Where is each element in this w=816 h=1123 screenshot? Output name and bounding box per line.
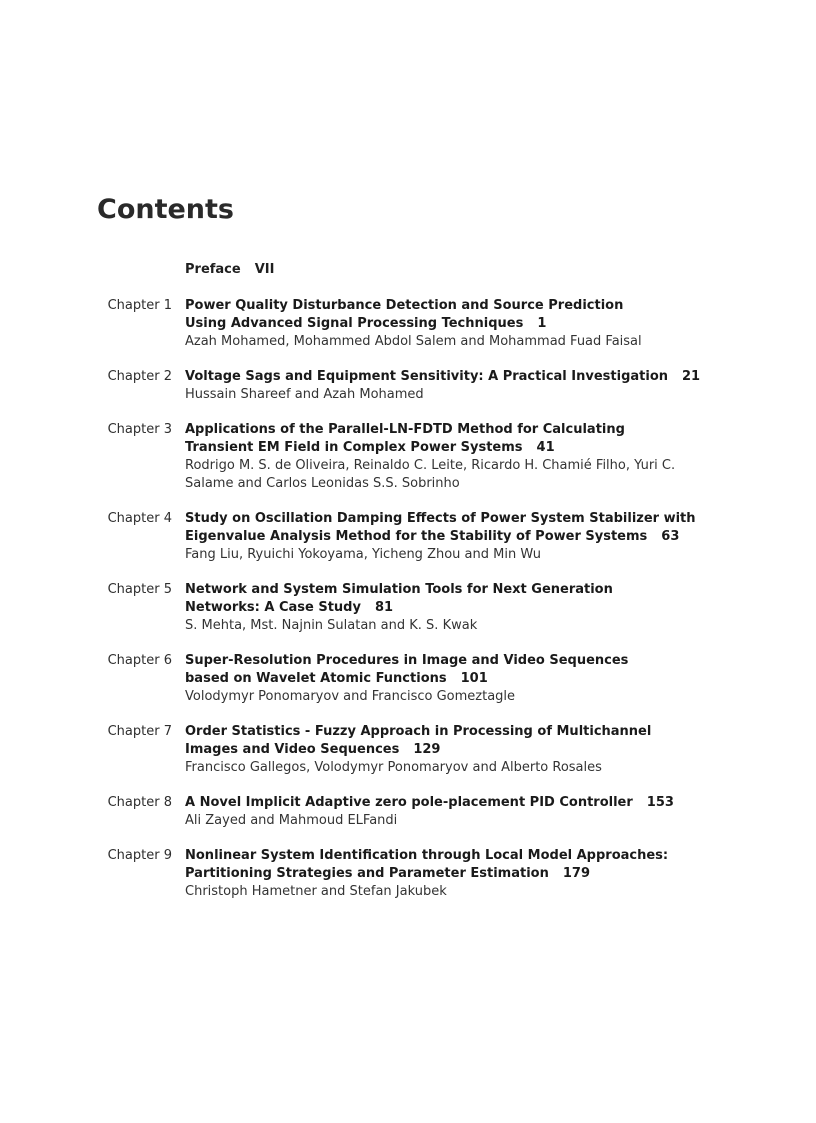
chapter-label: Chapter 7 xyxy=(107,724,172,739)
chapter-title-line xyxy=(185,794,745,812)
chapter-page-number: 81 xyxy=(374,600,394,615)
chapter-entry[interactable] xyxy=(0,794,816,830)
chapter-authors xyxy=(185,812,745,830)
chapter-title-text: Order Statistics - Fuzzy Approach in Processing of Multichannel xyxy=(185,724,652,739)
chapter-title-text: Using Advanced Signal Processing Techniques xyxy=(185,316,524,331)
chapter-title-text: Partitioning Strategies and Parameter Estimation xyxy=(185,866,549,881)
chapter-entry-body xyxy=(185,510,745,564)
chapter-title-line xyxy=(185,297,745,315)
chapter-authors xyxy=(185,883,745,901)
page-title: Contents xyxy=(97,194,235,225)
chapter-authors-line: Salame and Carlos Leonidas S.S. Sobrinho xyxy=(185,476,460,491)
chapter-entry-body xyxy=(185,847,745,901)
chapter-title-text: Study on Oscillation Damping Effects of Power System Stabilizer with xyxy=(185,511,696,526)
chapter-authors-line: Hussain Shareef and Azah Mohamed xyxy=(185,387,424,402)
chapter-title xyxy=(185,723,745,759)
chapter-title-text: Super-Resolution Procedures in Image and Video Sequences xyxy=(185,653,629,668)
chapter-title-line xyxy=(185,670,745,688)
chapter-title-line xyxy=(185,723,745,741)
chapter-title-text: Applications of the Parallel-LN-FDTD Method for Calculating xyxy=(185,422,625,437)
chapter-entry[interactable] xyxy=(0,297,816,351)
preface-label: Preface xyxy=(185,262,241,277)
chapter-page-number: 129 xyxy=(413,742,441,757)
chapter-title xyxy=(185,368,745,386)
chapter-entry-body xyxy=(185,723,745,777)
chapter-label: Chapter 2 xyxy=(107,369,172,384)
chapter-title-line xyxy=(185,421,745,439)
chapter-page-number: 21 xyxy=(682,369,701,384)
chapter-label: Chapter 1 xyxy=(107,298,172,313)
chapter-title xyxy=(185,421,745,457)
chapter-authors xyxy=(185,617,745,635)
chapter-authors xyxy=(185,333,745,351)
chapter-page-number: 63 xyxy=(661,529,680,544)
chapter-authors xyxy=(185,759,745,777)
chapter-title xyxy=(185,510,745,546)
preface-page-number: VII xyxy=(254,262,275,277)
chapter-title-text: Voltage Sags and Equipment Sensitivity: A Practical Investigation xyxy=(185,369,668,384)
chapter-entry-body xyxy=(185,297,745,351)
table-of-contents xyxy=(0,260,816,918)
chapter-title xyxy=(185,652,745,688)
chapter-entry[interactable] xyxy=(0,652,816,706)
chapter-authors-line: Rodrigo M. S. de Oliveira, Reinaldo C. Leite, Ricardo H. Chamié Filho, Yuri C. xyxy=(185,458,676,473)
chapter-authors-line: Fang Liu, Ryuichi Yokoyama, Yicheng Zhou and Min Wu xyxy=(185,547,541,562)
chapter-title xyxy=(185,794,745,812)
chapter-title-line xyxy=(185,741,745,759)
chapter-entry-body xyxy=(185,368,745,404)
chapter-authors xyxy=(185,688,745,706)
chapter-entry-body xyxy=(185,581,745,635)
chapter-title-text: Network and System Simulation Tools for Next Generation xyxy=(185,582,613,597)
chapter-entry[interactable] xyxy=(0,723,816,777)
chapter-title-text: Power Quality Disturbance Detection and Source Prediction xyxy=(185,298,624,313)
chapter-label: Chapter 4 xyxy=(107,511,172,526)
chapter-title-text: A Novel Implicit Adaptive zero pole-placement PID Controller xyxy=(185,795,633,810)
chapter-authors-line: S. Mehta, Mst. Najnin Sulatan and K. S. Kwak xyxy=(185,618,478,633)
chapter-authors-line: Azah Mohamed, Mohammed Abdol Salem and Mohammad Fuad Faisal xyxy=(185,334,642,349)
chapter-title-line xyxy=(185,439,745,457)
chapter-entry[interactable] xyxy=(0,510,816,564)
chapter-label: Chapter 5 xyxy=(107,582,172,597)
chapter-authors xyxy=(185,457,745,493)
chapter-authors-line: Ali Zayed and Mahmoud ELFandi xyxy=(185,813,398,828)
chapter-title-text: Images and Video Sequences xyxy=(185,742,400,757)
chapter-entry-body xyxy=(185,652,745,706)
chapter-title-line xyxy=(185,315,745,333)
chapter-label: Chapter 3 xyxy=(107,422,172,437)
chapter-list xyxy=(0,297,816,901)
chapter-label: Chapter 9 xyxy=(107,848,172,863)
chapter-label: Chapter 8 xyxy=(107,795,172,810)
chapter-title-text: Eigenvalue Analysis Method for the Stability of Power Systems xyxy=(185,529,648,544)
chapter-entry[interactable] xyxy=(0,368,816,404)
chapter-title-text: Nonlinear System Identification through Local Model Approaches: xyxy=(185,848,669,863)
chapter-page-number: 179 xyxy=(562,866,590,881)
chapter-page-number: 153 xyxy=(646,795,674,810)
chapter-entry-body xyxy=(185,421,745,493)
chapter-title-text: Networks: A Case Study xyxy=(185,600,361,615)
chapter-title-line xyxy=(185,599,745,617)
chapter-title-text: based on Wavelet Atomic Functions xyxy=(185,671,447,686)
chapter-page-number: 41 xyxy=(536,440,555,455)
chapter-page-number: 1 xyxy=(537,316,547,331)
chapter-authors-line: Christoph Hametner and Stefan Jakubek xyxy=(185,884,447,899)
chapter-title xyxy=(185,297,745,333)
chapter-entry-body xyxy=(185,794,745,830)
chapter-authors-line: Volodymyr Ponomaryov and Francisco Gomeztagle xyxy=(185,689,516,704)
chapter-page-number: 101 xyxy=(460,671,488,686)
chapter-entry[interactable] xyxy=(0,847,816,901)
chapter-title-text: Transient EM Field in Complex Power Systems xyxy=(185,440,523,455)
chapter-authors-line: Francisco Gallegos, Volodymyr Ponomaryov and Alberto Rosales xyxy=(185,760,602,775)
chapter-title-line xyxy=(185,510,745,528)
chapter-title xyxy=(185,581,745,617)
chapter-title-line xyxy=(185,652,745,670)
chapter-title-line xyxy=(185,368,745,386)
chapter-entry[interactable] xyxy=(0,581,816,635)
chapter-authors xyxy=(185,386,745,404)
chapter-title xyxy=(185,847,745,883)
chapter-title-line xyxy=(185,865,745,883)
chapter-authors xyxy=(185,546,745,564)
chapter-title-line xyxy=(185,528,745,546)
chapter-title-line xyxy=(185,581,745,599)
chapter-entry[interactable] xyxy=(0,421,816,493)
preface-entry[interactable] xyxy=(185,260,816,280)
chapter-title-line xyxy=(185,847,745,865)
chapter-label: Chapter 6 xyxy=(107,653,172,668)
